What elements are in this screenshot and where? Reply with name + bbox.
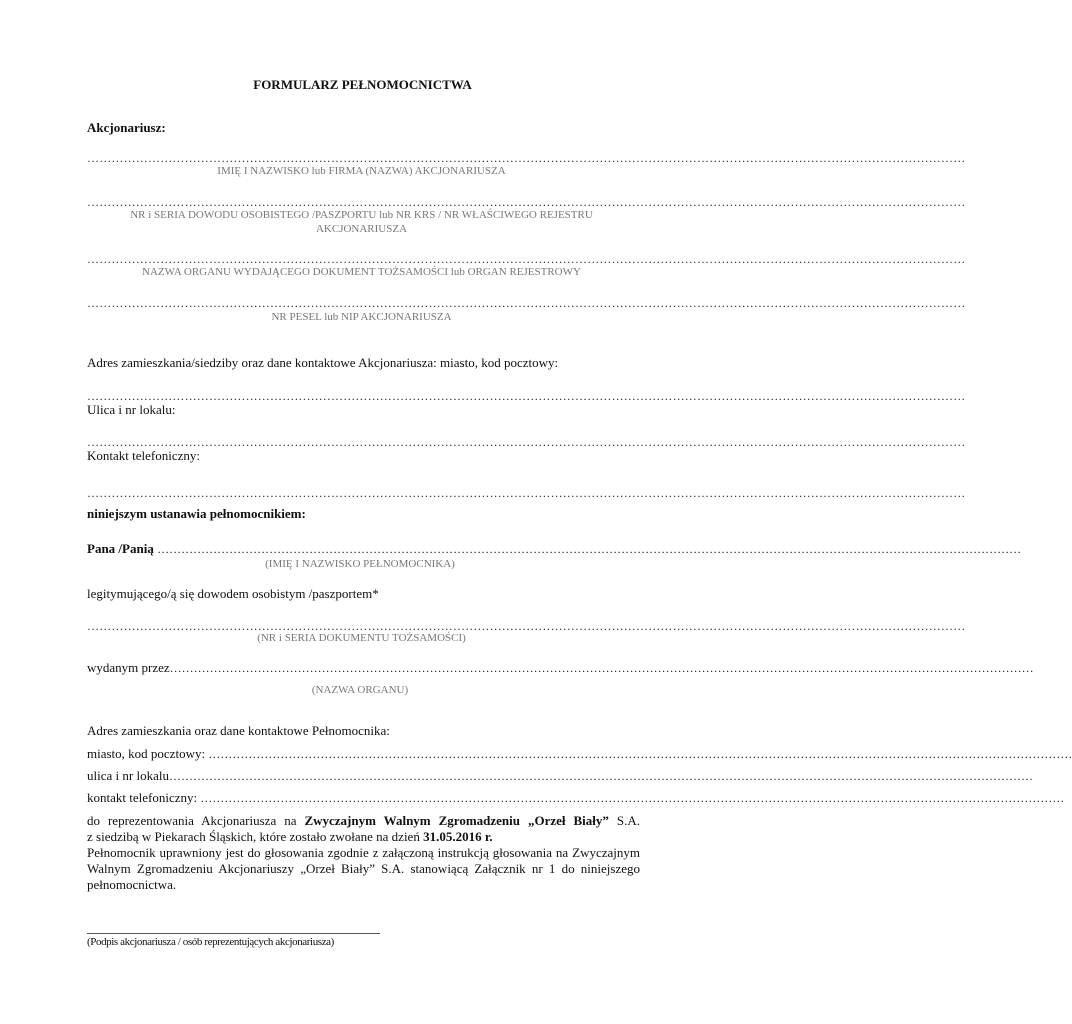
proxy-city-dots[interactable]: ……………………………………………………………………………………………………………………………………………………………………………………………… [208, 747, 1072, 761]
proxy-street-dots[interactable]: ……………………………………………………………………………………………………………………………………………………………………………………………… [168, 769, 1033, 783]
issued-by-label: wydanym przez [87, 660, 170, 675]
issued-by-dots[interactable]: ……………………………………………………………………………………………………………………………………………………………………………………………… [169, 661, 1034, 675]
proxy-phone-label: kontakt telefoniczny: [87, 790, 198, 805]
proxy-name-row[interactable] [87, 541, 1022, 557]
proxy-city-label: miasto, kod pocztowy: [87, 746, 206, 761]
page-title: FORMULARZ PEŁNOMOCNICTWA [253, 77, 472, 92]
shareholder-name-field[interactable]: ……………………………………………………………………………………………………………………………………………………………………………………………… [87, 151, 966, 165]
proxy-phone-row[interactable] [87, 790, 1065, 806]
pesel-nip-caption: NR PESEL lub NIP AKCJONARIUSZA [271, 311, 452, 323]
proxy-prefix: Pana /Panią [87, 541, 154, 556]
shareholder-phone-field[interactable]: ……………………………………………………………………………………………………………………………………………………………………………………………… [87, 486, 966, 500]
proxy-street-label: ulica i nr lokalu [87, 768, 169, 783]
proxy-phone-dots[interactable]: ……………………………………………………………………………………………………………………………………………………………………………………………… [200, 791, 1065, 805]
issued-by-caption: (NAZWA ORGANU) [311, 684, 409, 696]
shareholder-phone-label: Kontakt telefoniczny: [87, 448, 200, 463]
shareholder-city-field[interactable]: ……………………………………………………………………………………………………………………………………………………………………………………………… [87, 389, 966, 403]
paragraph-body: Pełnomocnik uprawniony jest do głosowania zgodnie z załączoną instrukcją głosowania na Zwyczajnym Walnym Zgromadzeniu Akcjonariuszy „Orzeł Biały” S.A. stanowiącą Załącznik nr 1 do niniejszego pełnomocnictwa. [87, 845, 640, 892]
issuing-authority-caption: NAZWA ORGANU WYDAJĄCEGO DOKUMENT TOŻSAMOŚCI lub ORGAN REJESTROWY [142, 266, 581, 278]
authorization-paragraph [87, 813, 640, 893]
shareholder-id-caption-line2: AKCJONARIUSZA [315, 223, 408, 235]
paragraph-line-2: z siedzibą w Piekarach Śląskich, które zostało zwołane na dzień 31.05.2016 r. [87, 829, 493, 844]
proxy-city-row[interactable] [87, 746, 1072, 762]
issuing-authority-field[interactable]: ……………………………………………………………………………………………………………………………………………………………………………………………… [87, 252, 966, 266]
shareholder-address-heading: Adres zamieszkania/siedziby oraz dane kontaktowe Akcjonariusza: miasto, kod pocztowy: [87, 355, 559, 370]
issued-by-row[interactable] [87, 660, 1034, 676]
shareholder-name-caption: IMIĘ I NAZWISKO lub FIRMA (NAZWA) AKCJONARIUSZA [217, 165, 506, 177]
proxy-id-caption: (NR i SERIA DOKUMENTU TOŻSAMOŚCI) [257, 632, 466, 644]
signature-caption: (Podpis akcjonariusza / osób reprezentujących akcjonariusza) [87, 936, 334, 948]
shareholder-id-field[interactable]: ……………………………………………………………………………………………………………………………………………………………………………………………… [87, 195, 966, 209]
pesel-nip-field[interactable]: ……………………………………………………………………………………………………………………………………………………………………………………………… [87, 296, 966, 310]
signature-line[interactable] [87, 933, 380, 934]
shareholder-heading: Akcjonariusz: [87, 120, 166, 135]
appoint-heading: niniejszym ustanawia pełnomocnikiem: [87, 506, 306, 521]
proxy-id-field[interactable]: ……………………………………………………………………………………………………………………………………………………………………………………………… [87, 619, 966, 633]
proxy-address-heading: Adres zamieszkania oraz dane kontaktowe Pełnomocnika: [87, 723, 390, 738]
proxy-name-dots[interactable]: ……………………………………………………………………………………………………………………………………………………………………………………………… [157, 542, 1022, 556]
proxy-street-row[interactable] [87, 768, 1033, 784]
proxy-name-caption: (IMIĘ I NAZWISKO PEŁNOMOCNIKA) [265, 558, 455, 570]
paragraph-line-1: do reprezentowania Akcjonariusza na Zwyczajnym Walnym Zgromadzeniu „Orzeł Biały” S.A. [87, 813, 640, 828]
proxy-id-label: legitymującego/ą się dowodem osobistym /paszportem* [87, 586, 379, 601]
shareholder-street-field[interactable]: ……………………………………………………………………………………………………………………………………………………………………………………………… [87, 435, 966, 449]
shareholder-street-label: Ulica i nr lokalu: [87, 402, 176, 417]
shareholder-id-caption-line1: NR i SERIA DOWODU OSOBISTEGO /PASZPORTU lub NR KRS / NR WŁAŚCIWEGO REJESTRU [130, 209, 593, 221]
